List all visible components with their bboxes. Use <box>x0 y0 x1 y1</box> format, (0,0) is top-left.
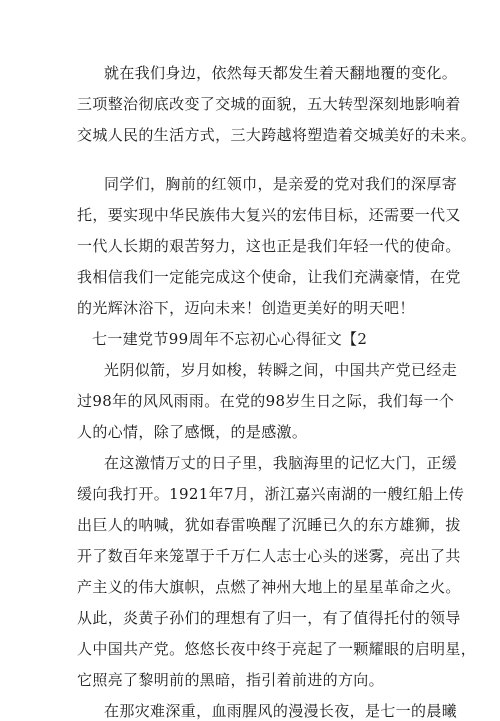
text-line: 光阴似箭，岁月如梭，转瞬之间，中国共产党已经走 <box>104 361 458 379</box>
text-line: 人的心情，除了感慨，的是感激。 <box>77 423 308 441</box>
section-heading: 七一建党节99周年不忘初心心得征文【2 <box>92 330 368 348</box>
text-line: 我相信我们一定能完成这个使命，让我们充满豪情，在党 <box>77 268 461 286</box>
text-line: 它照亮了黎明前的黑暗，指引着前进的方向。 <box>77 671 385 689</box>
text-line: 缓向我打开。1921年7月，浙江嘉兴南湖的一艘红船上传 <box>77 485 465 503</box>
text-line: 出巨人的呐喊，犹如春雷唤醒了沉睡已久的东方雄狮，拔 <box>77 516 461 534</box>
text-line: 在这激情万丈的日子里，我脑海里的记忆大门，正缓 <box>104 454 458 472</box>
text-line: 产主义的伟大旗帜，点燃了神州大地上的星星革命之火。 <box>77 578 461 596</box>
text-line: 三项整治彻底改变了交城的面貌，五大转型深刻地影响着 <box>77 95 461 113</box>
text-line: 开了数百年来笼罩于千万仁人志士心头的迷雾，亮出了共 <box>77 547 461 565</box>
text-line: 就在我们身边，依然每天都发生着天翻地覆的变化。 <box>104 64 458 82</box>
text-line: 在那灾难深重，血雨腥风的漫漫长夜，是七一的晨曦 <box>104 702 458 720</box>
text-line: 同学们，胸前的红领巾，是亲爱的党对我们的深厚寄 <box>104 175 458 193</box>
text-line: 过98年的风风雨雨。在党的98岁生日之际，我们每一个 <box>77 392 455 410</box>
text-line: 一代人长期的艰苦努力，这也正是我们年轻一代的使命。 <box>77 237 461 255</box>
text-line: 从此，炎黄子孙们的理想有了归一，有了值得托付的领导 <box>77 609 461 627</box>
text-line: 人中国共产党。悠悠长夜中终于亮起了一颗耀眼的启明星， <box>77 640 477 658</box>
text-line: 托，要实现中华民族伟大复兴的宏伟目标，还需要一代又 <box>77 206 461 224</box>
text-line: 交城人民的生活方式，三大跨越将塑造着交城美好的未来。 <box>77 126 477 144</box>
text-line: 的光辉沐浴下，迈向未来！创造更美好的明天吧！ <box>77 299 415 317</box>
